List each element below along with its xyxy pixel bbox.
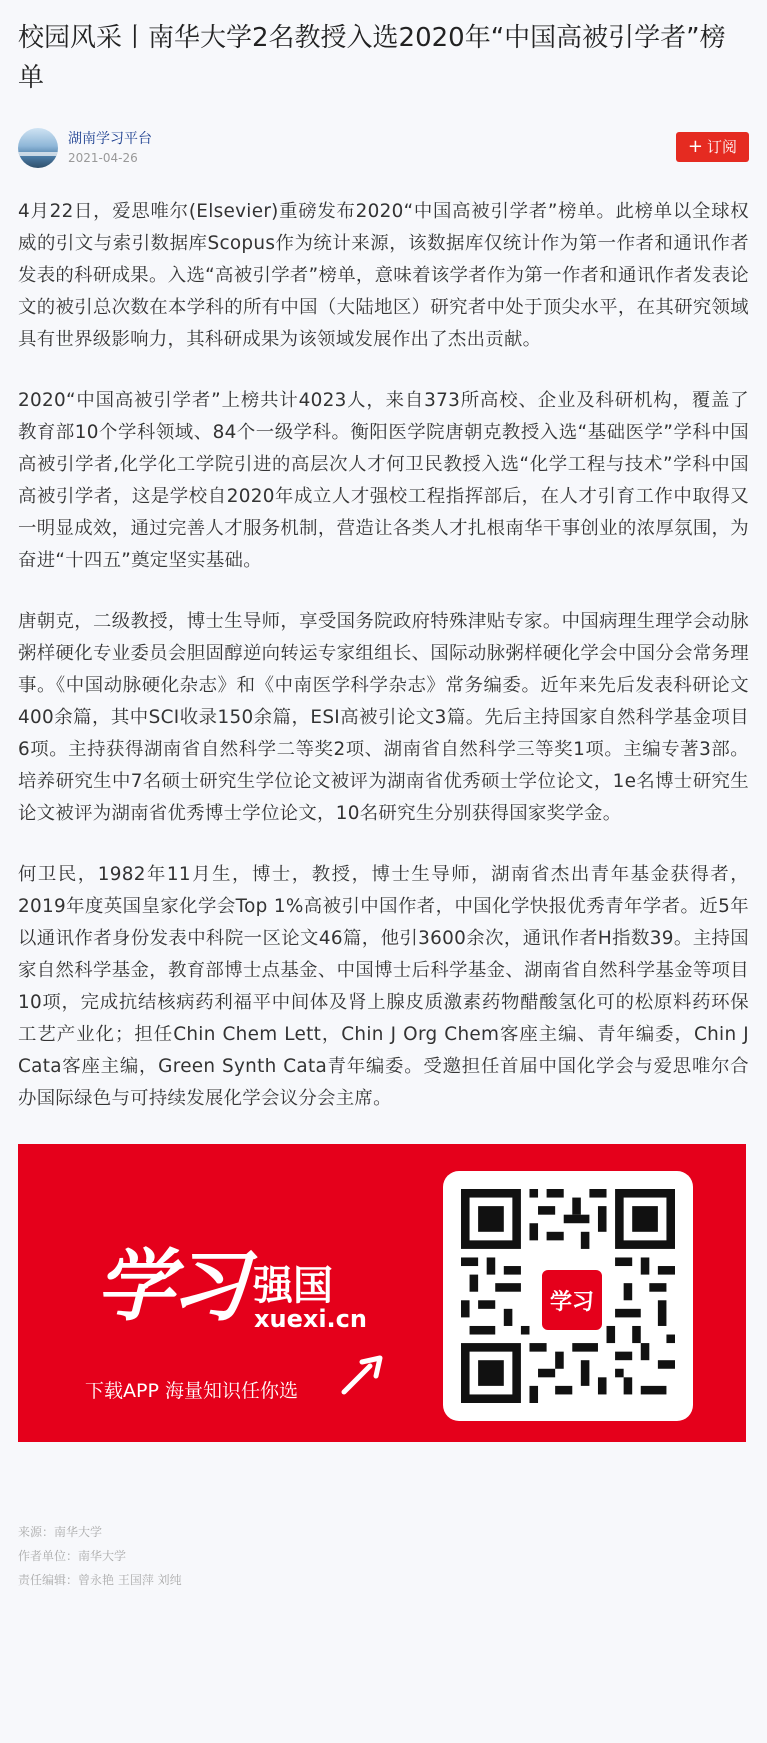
article-body [18, 196, 749, 1115]
xuexi-app-banner[interactable] [18, 1144, 746, 1442]
xuexi-app-icon: 学习 [538, 1266, 606, 1334]
xuexi-logo-script: 学习 [96, 1241, 245, 1332]
author-avatar[interactable] [18, 128, 58, 168]
banner-slogan: 下载APP 海量知识任你选 [85, 1380, 298, 1402]
publish-date: 2021-04-26 [68, 151, 138, 165]
organization-line: 作者单位：南华大学 [18, 1549, 127, 1563]
article-footer [18, 1520, 749, 1592]
author-row [18, 126, 749, 170]
arrow-pointer-icon [340, 1354, 386, 1396]
subscribe-button[interactable] [676, 132, 749, 162]
editors-line: 责任编辑：曾永艳 王国萍 刘纯 [18, 1573, 182, 1587]
article-paragraph: 4月22日，爱思唯尔(Elsevier)重磅发布2020“中国高被引学者”榜单。此榜单以全球权威的引文与索引数据库Scopus作为统计来源，该数据库仅统计作为第一作者和通讯作者发表的科研成果。入选“高被引学者”榜单，意味着该学者作为第一作者和通讯作者发表论文的被引总次数在本学科的所有中国（大陆地区）研究者中处于顶尖水平，在其研究领域具有世界级影响力，其科研成果为该领域发展作出了杰出贡献。 [18, 201, 749, 350]
qr-code-card [443, 1171, 693, 1421]
article-paragraph: 何卫民，1982年11月生，博士，教授，博士生导师，湖南省杰出青年基金获得者，2019年度英国皇家化学会Top 1%高被引中国作者，中国化学快报优秀青年学者。近5年以通讯作者身份发表中科院一区论文46篇，他引3600余次，通讯作者H指数39。主持国家自然科学基金，教育部博士点基金、中国博士后科学基金、湖南省自然科学基金等项目10项，完成抗结核病药利福平中间体及肾上腺皮质激素药物醋酸氢化可的松原料药环保工艺产业化；担任Chin Chem Lett，Chin J Org Chem客座主编、青年编委，Chin J Cata客座主编，Green Synth Cata青年编委。受邀担任首届中国化学会与爱思唯尔合办国际绿色与可持续发展化学会议分会主席。 [18, 864, 749, 1109]
plus-icon: + [687, 136, 703, 157]
xuexi-logo-text: 强国 [253, 1263, 333, 1309]
source-line: 来源：南华大学 [18, 1525, 103, 1539]
subscribe-label: 订阅 [706, 138, 737, 156]
author-name[interactable]: 湖南学习平台 [68, 131, 152, 147]
article-title: 校园风采丨南华大学2名教授入选2020年“中国高被引学者”榜单 [18, 23, 726, 93]
article-paragraph: 2020“中国高被引学者”上榜共计4023人，来自373所高校、企业及科研机构，覆盖了教育部10个学科领域、84个一级学科。衡阳医学院唐朝克教授入选“基础医学”学科中国高被引学者,化学化工学院引进的高层次人才何卫民教授入选“化学工程与技术”学科中国高被引学者，这是学校自2020年成立人才强校工程指挥部后，在人才引育工作中取得又一明显成效，通过完善人才服务机制，营造让各类人才扎根南华干事创业的浓厚氛围，为奋进“十四五”奠定坚实基础。 [18, 390, 749, 571]
author-meta [68, 129, 152, 167]
xuexi-url: xuexi.cn [254, 1305, 367, 1333]
article-paragraph: 唐朝克，二级教授，博士生导师，享受国务院政府特殊津贴专家。中国病理生理学会动脉粥样硬化专业委员会胆固醇逆向转运专家组组长、国际动脉粥样硬化学会中国分会常务理事。《中国动脉硬化杂志》和《中南医学科学杂志》常务编委。近年来先后发表科研论文400余篇，其中SCI收录150余篇，ESI高被引论文3篇。先后主持国家自然科学基金项目6项。主持获得湖南省自然科学二等奖2项、湖南省自然科学三等奖1项。主编专著3部。培养研究生中7名硕士研究生学位论文被评为湖南省优秀硕士学位论文，1e名博士研究生论文被评为湖南省优秀博士学位论文，10名研究生分别获得国家奖学金。 [18, 611, 749, 824]
